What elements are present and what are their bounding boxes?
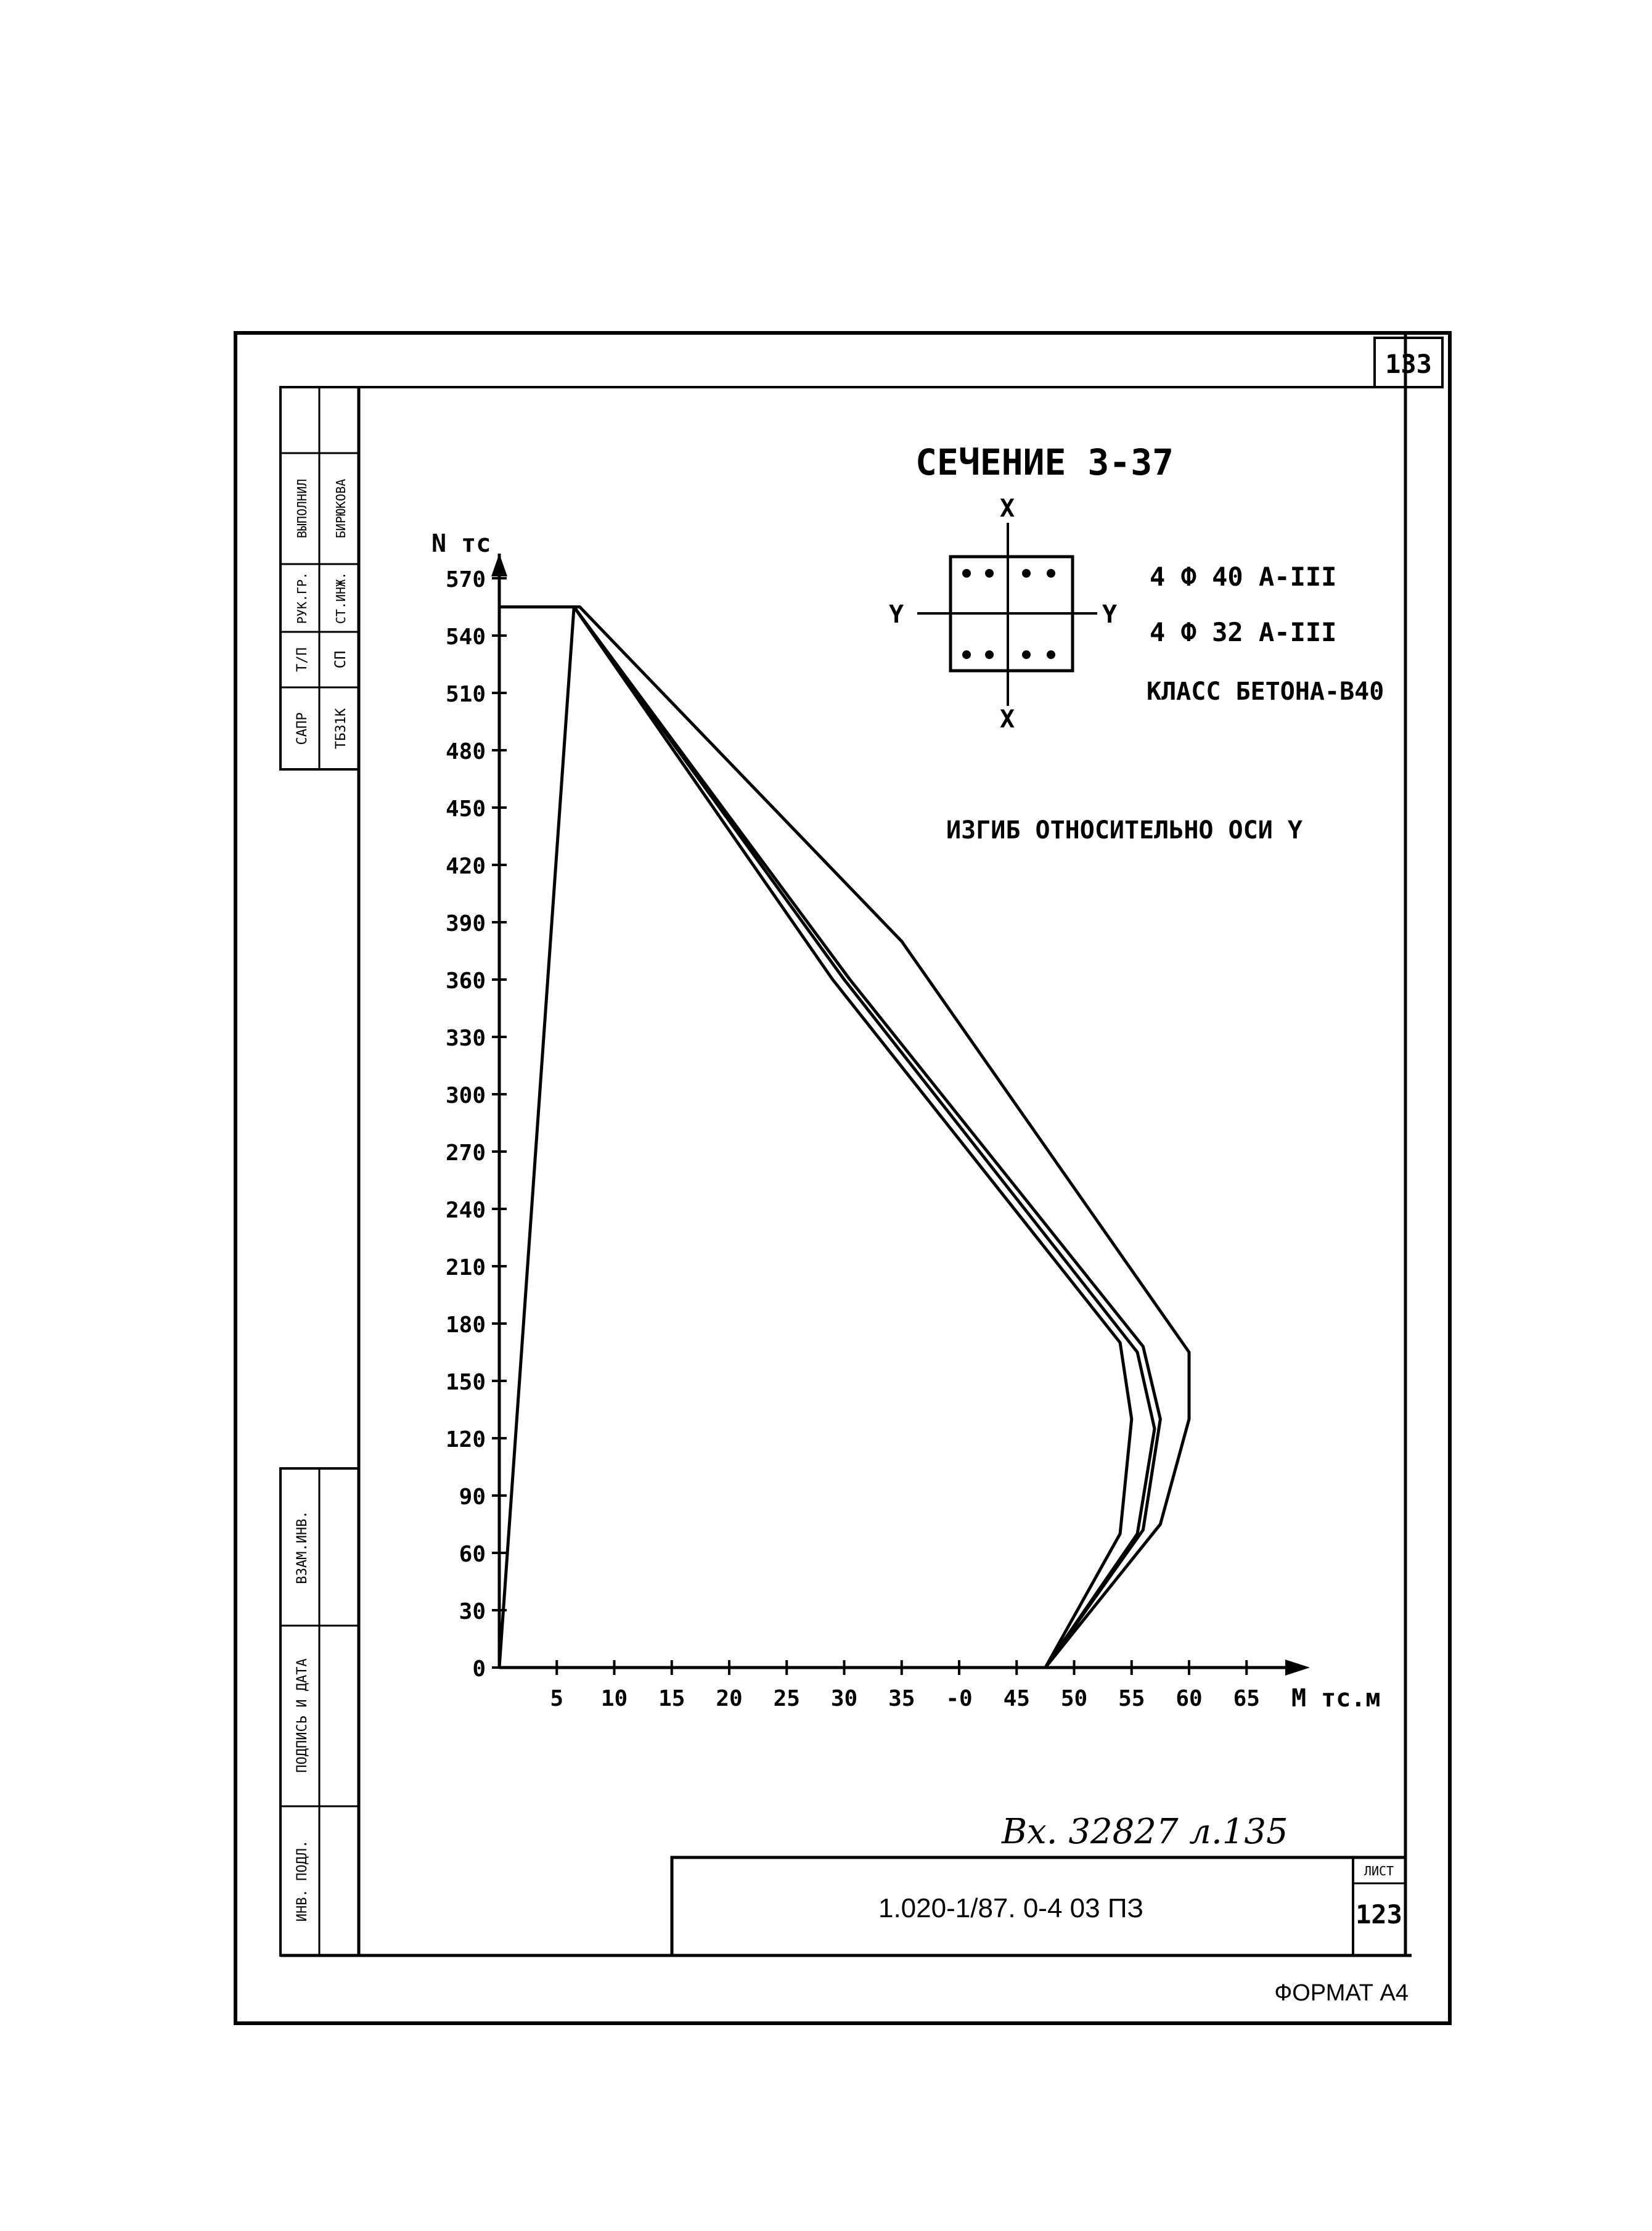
y-tick-label: 360 <box>445 968 486 994</box>
corner-sheet-number: 133 <box>1385 349 1432 379</box>
y-tick-label: 150 <box>445 1370 486 1395</box>
rebar-dot <box>962 569 971 578</box>
x-tick-label: 10 <box>600 1686 628 1711</box>
y-axis-label: N тс <box>431 530 491 558</box>
section-x-top: X <box>1000 494 1015 523</box>
document-code: 1.020-1/87. 0-4 03 ПЗ <box>878 1893 1144 1923</box>
y-tick-label: 480 <box>445 739 486 764</box>
y-tick-label: 90 <box>459 1484 486 1510</box>
section-x-bottom: X <box>1000 705 1015 734</box>
x-tick-label: 50 <box>1060 1686 1088 1711</box>
rebar-dot <box>1047 569 1055 578</box>
y-tick-label: 570 <box>445 567 486 592</box>
x-tick-label: 45 <box>1003 1686 1030 1711</box>
stamp-top-c1-r2: Т/П <box>295 647 310 672</box>
interaction-curve-2 <box>499 607 1155 1668</box>
y-tick-label: 330 <box>445 1026 486 1051</box>
rebar-dot <box>1022 650 1031 659</box>
format-label: ФОРМАТ А4 <box>1274 1980 1409 2006</box>
reinforcement-line-1: 4 Ф 40 А-III <box>1150 562 1337 592</box>
y-tick-label: 300 <box>445 1083 486 1108</box>
stamp-top-c2-r2: СП <box>332 650 349 669</box>
section-sketch <box>889 441 1384 845</box>
stamp-top-c2-r3: СТ.ИНЖ. <box>333 571 348 624</box>
rebar-dot <box>985 569 994 578</box>
stamp-top-c2-r1: ТБЗ1К <box>333 708 349 750</box>
x-tick-label: 15 <box>658 1686 685 1711</box>
section-title: СЕЧЕНИЕ 3-37 <box>915 441 1174 483</box>
y-tick-label: 30 <box>459 1599 486 1624</box>
concrete-class: КЛАСС БЕТОНА-В40 <box>1147 677 1384 706</box>
y-tick-label: 120 <box>445 1427 486 1452</box>
interaction-curve-1 <box>499 607 1132 1668</box>
stamp-top-c2-r4: БИРЮКОВА <box>333 478 348 539</box>
x-tick-label: -0 <box>946 1686 973 1711</box>
stamp-bottom-inv: ИНВ. ПОДЛ. <box>295 1840 310 1922</box>
stamp-top-c1-r1: САПР <box>295 712 310 745</box>
interaction-diagram <box>431 530 1381 1713</box>
y-tick-label: 390 <box>445 911 486 936</box>
stamp-top-c1-r4: ВЫПОЛНИЛ <box>295 478 309 539</box>
x-tick-label: 20 <box>716 1686 743 1711</box>
x-tick-label: 35 <box>888 1686 915 1711</box>
x-axis-label: M тс.м <box>1291 1684 1381 1713</box>
y-tick-label: 420 <box>445 854 486 879</box>
rebar-dot <box>962 650 971 659</box>
side-stamp-bottom <box>280 1468 359 1955</box>
stamp-bottom-podpis: ПОДПИСЬ И ДАТА <box>295 1658 310 1773</box>
sheet-number: 123 <box>1356 1899 1402 1930</box>
reinforcement-line-2: 4 Ф 32 А-III <box>1150 617 1337 647</box>
x-tick-label: 25 <box>773 1686 800 1711</box>
y-tick-label: 60 <box>459 1542 486 1567</box>
section-y-left: Y <box>889 600 904 629</box>
x-tick-label: 5 <box>550 1686 564 1711</box>
y-tick-label: 540 <box>445 624 486 650</box>
rebar-dot <box>1022 569 1031 578</box>
y-tick-label: 240 <box>445 1198 486 1223</box>
title-block <box>672 1857 1405 1955</box>
y-tick-label: 210 <box>445 1255 486 1280</box>
section-y-right: Y <box>1102 600 1118 629</box>
side-stamp-top <box>280 387 359 769</box>
x-axis-arrow <box>1285 1660 1310 1676</box>
rebar-dot <box>985 650 994 659</box>
x-tick-label: 65 <box>1233 1686 1260 1711</box>
y-tick-label: 510 <box>445 682 486 707</box>
interaction-curve-3 <box>499 607 1160 1668</box>
stamp-bottom-vzam: ВЗАМ.ИНВ. <box>295 1510 310 1584</box>
interaction-curve-5 <box>499 607 574 1668</box>
rebar-dot <box>1047 650 1055 659</box>
interaction-curve-4 <box>499 607 1189 1668</box>
y-axis-arrow <box>491 554 507 576</box>
y-tick-label: 450 <box>445 796 486 822</box>
register-note: Вх. 32827 л.135 <box>1002 1812 1288 1852</box>
y-tick-label: 0 <box>472 1656 486 1682</box>
y-tick-label: 180 <box>445 1312 486 1338</box>
stamp-top-c1-r3: РУК.ГР. <box>295 571 309 624</box>
y-tick-label: 270 <box>445 1140 486 1166</box>
sheet-label: ЛИСТ <box>1364 1864 1394 1878</box>
x-tick-label: 60 <box>1176 1686 1203 1711</box>
bending-note: ИЗГИБ ОТНОСИТЕЛЬНО ОСИ Y <box>946 816 1302 845</box>
x-tick-label: 55 <box>1118 1686 1145 1711</box>
x-tick-label: 30 <box>830 1686 858 1711</box>
